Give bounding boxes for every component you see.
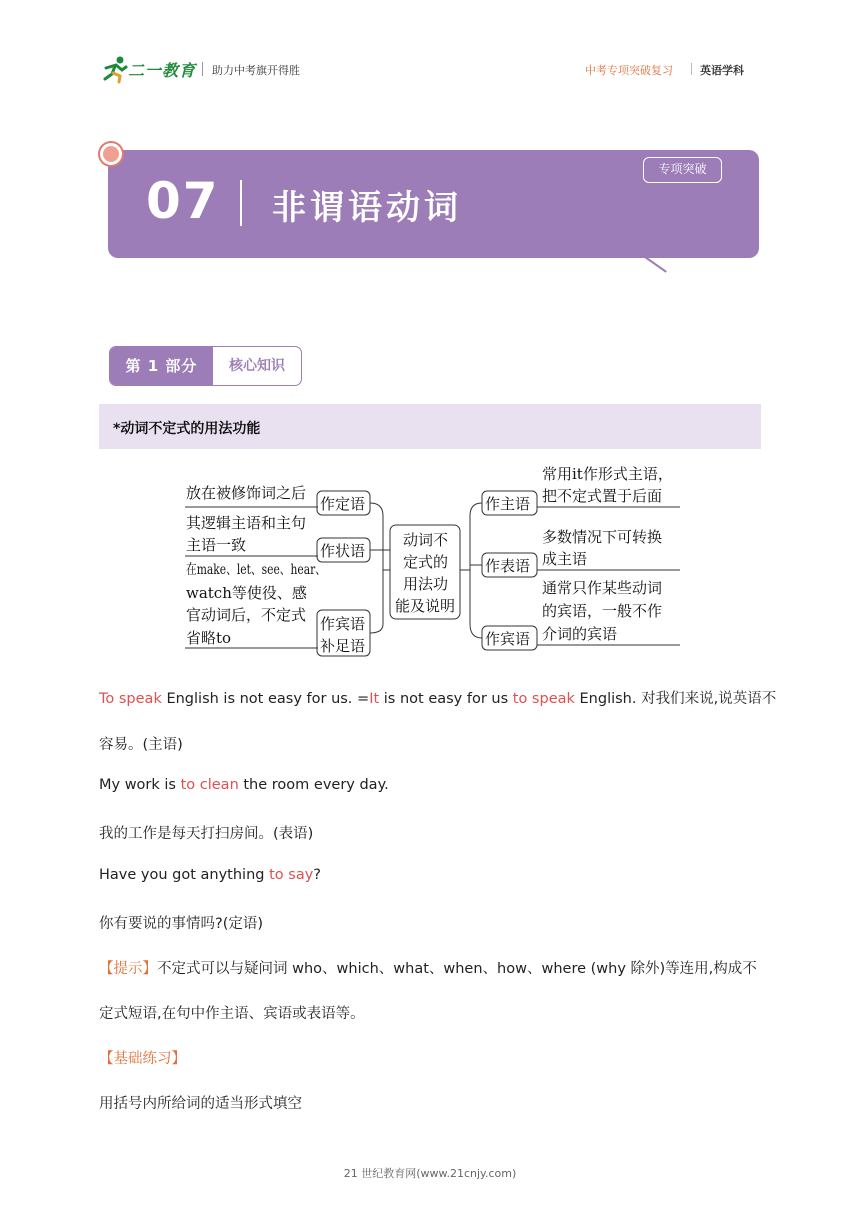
highlight: to clean xyxy=(180,777,239,793)
diagram-role-right: 作表语 xyxy=(485,557,531,575)
chapter-number: 07 xyxy=(146,172,220,230)
diagram-left-desc: 在make、let、see、hear、 xyxy=(186,562,326,578)
tip-line-2: 定式短语,在句中作主语、宾语或表语等。 xyxy=(99,1006,365,1022)
chapter-tag: 专项突破 xyxy=(643,157,722,183)
banner-divider xyxy=(240,180,242,226)
diagram-role-left: 补足语 xyxy=(320,637,366,655)
diagram-role-right: 作主语 xyxy=(485,495,531,513)
banner-tail xyxy=(644,256,666,273)
example-1-cn: 容易。(主语) xyxy=(99,737,183,753)
part-label xyxy=(109,346,302,386)
tip-line-1 xyxy=(99,957,757,978)
highlight: to speak xyxy=(512,691,575,707)
highlight: to say xyxy=(269,867,314,883)
diagram-left-desc: 省略to xyxy=(186,629,232,647)
part-name: 核心知识 xyxy=(229,358,285,374)
example-2-en xyxy=(99,777,389,793)
diagram-left-desc: 官动词后，不定式 xyxy=(186,606,307,624)
example-1-en xyxy=(99,687,776,708)
infinitive-usage-diagram xyxy=(180,458,690,658)
diagram-left-desc: 其逻辑主语和主句 xyxy=(186,514,307,532)
section-heading xyxy=(99,404,761,449)
diagram-center-text: 用法功 xyxy=(403,575,449,593)
practice-instruction: 用括号内所给词的适当形式填空 xyxy=(99,1096,302,1112)
diagram-left-desc: 放在被修饰词之后 xyxy=(186,484,307,502)
example-3-cn: 你有要说的事情吗?(定语) xyxy=(99,916,264,932)
tip-label: 【提示】 xyxy=(99,961,157,977)
brand-name: 二一教育 xyxy=(128,61,197,80)
text: ? xyxy=(313,867,321,883)
brand-slogan: 助力中考旗开得胜 xyxy=(212,64,300,77)
subject-name: 英语学科 xyxy=(700,64,744,77)
diagram-left-desc: watch等使役、感 xyxy=(186,584,307,602)
text: Have you got anything xyxy=(99,867,270,883)
diagram-right-desc: 介词的宾语 xyxy=(542,625,618,643)
diagram-right-desc: 把不定式置于后面 xyxy=(542,487,663,505)
diagram-center-text: 动词不 xyxy=(403,531,449,549)
text: My work is xyxy=(99,777,181,793)
diagram-right-desc: 通常只作某些动词 xyxy=(542,579,663,597)
diagram-right-desc: 成主语 xyxy=(542,550,588,568)
diagram-right-desc: 多数情况下可转换 xyxy=(542,528,663,546)
text: English. 对我们来说,说英语不 xyxy=(574,691,777,707)
section-heading-text: *动词不定式的用法功能 xyxy=(113,421,261,437)
diagram-right-desc: 的宾语，一般不作 xyxy=(542,602,663,620)
banner-dot-icon xyxy=(100,143,122,165)
text: English is not easy for us. = xyxy=(161,691,370,707)
highlight: It xyxy=(369,691,380,707)
chapter-title: 非谓语动词 xyxy=(272,188,462,228)
tip-text: 不定式可以与疑问词 who、which、what、when、how、where (why 除外)等连用,构成不 xyxy=(157,961,757,977)
diagram-center-text: 定式的 xyxy=(403,553,449,571)
part-number: 第 1 部分 xyxy=(110,347,213,385)
diagram-left-desc: 主语一致 xyxy=(186,536,247,554)
page-footer: 21 世纪教育网(www.21cnjy.com) xyxy=(343,1167,517,1180)
diagram-role-left: 作状语 xyxy=(320,542,366,560)
diagram-role-right: 作宾语 xyxy=(485,630,531,648)
series-name: 中考专项突破复习 xyxy=(585,64,673,77)
diagram-role-left: 作定语 xyxy=(320,495,366,513)
diagram-center-text: 能及说明 xyxy=(395,597,456,615)
diagram-right-desc: 常用it作形式主语， xyxy=(542,465,673,483)
example-2-cn: 我的工作是每天打扫房间。(表语) xyxy=(99,826,314,842)
practice-label: 【基础练习】 xyxy=(99,1051,186,1067)
highlight: To speak xyxy=(99,691,162,707)
header-divider xyxy=(202,62,203,76)
diagram-role-left: 作宾语 xyxy=(320,615,366,633)
brand-logo-icon xyxy=(100,54,130,84)
header-divider-right xyxy=(691,63,692,75)
text: the room every day. xyxy=(238,777,389,793)
text: is not easy for us xyxy=(379,691,513,707)
example-3-en xyxy=(99,867,321,883)
